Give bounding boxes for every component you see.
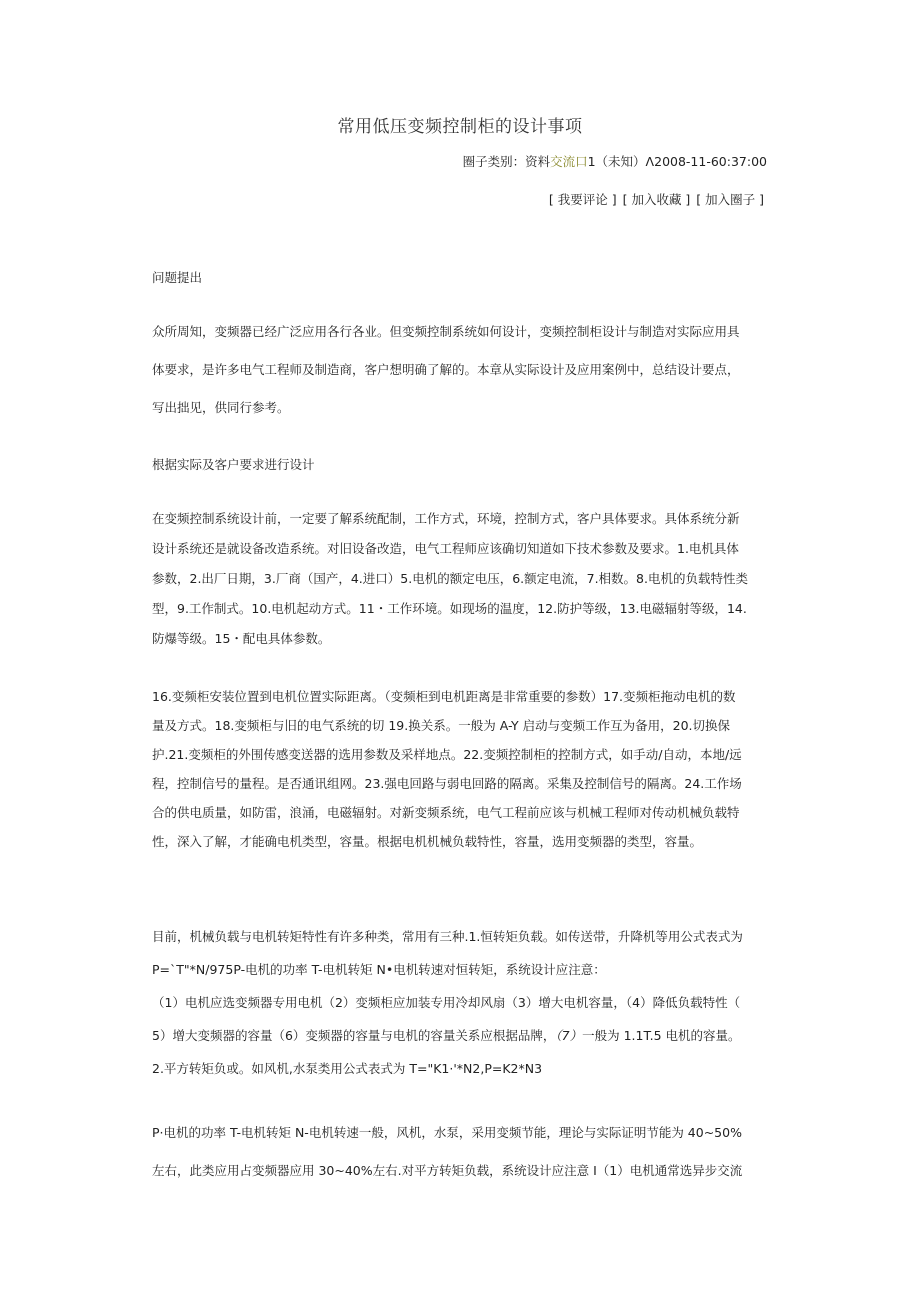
paragraph-intro: [152, 318, 792, 422]
text-line: P=`T"*N∕975P-电机的功率 T-电机转矩 N•电机转速对恒转矩，系统设计应注意：: [152, 962, 606, 977]
text-line: 型，9.工作制式。10.电机起动方式。11・工作环境。如现场的温度，12.防护等级，13.电磁辐射等级，14.: [152, 601, 747, 616]
text-line: 性，深入了解，才能确电机类型，容量。根据电机机械负载特性，容量，选用变频器的类型，容量。: [152, 834, 703, 849]
section-heading-problem: 问题提出: [152, 270, 203, 285]
text-segment: 5）增大变频器的容量（6）变频器的容量与电机的容量关系应根据品牌，: [152, 1028, 556, 1043]
paragraph-load-types: [152, 925, 792, 1090]
text-line: 目前，机械负载与电机转矩特性有许多种类，常用有三种.1.恒转矩负载。如传送带，升降机等用公式表式为: [152, 929, 743, 944]
comment-link[interactable]: [ 我要评论 ]: [548, 192, 617, 207]
text-line: （1）电机应选变频器专用电机（2）变频柜应加装专用冷却风扇（3）增大电机容量，（4）降低负载特性（: [152, 995, 741, 1010]
paragraph-square-torque: [152, 1121, 792, 1197]
text-line: 量及方式。18.变频柜与旧的电气系统的切 19.换关系。一般为 A-Y 启动与变频工作互为备用，20.切换保: [152, 718, 730, 733]
text-line: 防爆等级。15・配电具体参数。: [152, 631, 331, 646]
text-line: P·电机的功率 T-电机转矩 N-电机转速一般，风机，水泵，采用变频节能，理论与实际证明节能为 40~50%: [152, 1125, 742, 1140]
text-segment-italic: （7）: [555, 1028, 583, 1043]
meta-date: 1（未知）Λ2008-11-60:37:00: [587, 154, 767, 169]
join-circle-link[interactable]: [ 加入圈子 ]: [696, 192, 764, 207]
section-heading-design: 根据实际及客户要求进行设计: [152, 457, 315, 472]
article-title: 常用低压变频控制柜的设计事项: [337, 117, 583, 137]
text-line: 体要求，是许多电气工程师及制造商，客户想明确了解的。本章从实际设计及应用案例中，总结设计要点，: [152, 362, 740, 377]
category-link[interactable]: 交流口: [550, 154, 588, 169]
text-line: 16.变频柜安装位置到电机位置实际距离。（变频柜到电机距离是非常重要的参数）17.变频柜拖动电机的数: [152, 689, 736, 704]
text-line: 左右，此类应用占变频器应用 30~40%左右.对平方转矩负载，系统设计应注意 I（1）电机通常选异步交流: [152, 1163, 743, 1178]
add-favorite-link[interactable]: [ 加入收藏 ]: [622, 192, 691, 207]
text-line: 程，控制信号的量程。是否通讯组网。23.强电回路与弱电回路的隔离。采集及控制信号的隔离。24.工作场: [152, 776, 742, 791]
article-actions: [549, 190, 764, 208]
paragraph-requirements: [152, 507, 792, 657]
text-line: [152, 1024, 792, 1057]
text-segment: 一般为 1.1T.5 电机的容量。: [582, 1028, 741, 1043]
text-line: 合的供电质量，如防雷，浪涌，电磁辐射。对新变频系统，电气工程前应该与机械工程师对传动机械负载特: [152, 805, 740, 820]
text-line: 2.平方转矩负或。如风机,水泵类用公式表式为 T="K1·'*N2,P=K2*N3: [152, 1061, 543, 1076]
text-line: 众所周知，变频器已经广泛应用各行各业。但变频控制系统如何设计，变频控制柜设计与制造对实际应用具: [152, 324, 740, 339]
text-line: 护.21.变频柜的外围传感变送器的选用参数及采样地点。22.变频控制柜的控制方式，如手动/自动，本地/远: [152, 747, 742, 762]
meta-category-label: 圈子类别：资料: [462, 154, 551, 169]
article-meta: [463, 152, 767, 170]
text-line: 设计系统还是就设备改造系统。对旧设备改造，电气工程师应该确切知道如下技术参数及要求。1.电机具体: [152, 541, 739, 556]
text-line: 写出拙见，供同行参考。: [152, 400, 290, 415]
text-line: 在变频控制系统设计前，一定要了解系统配制，工作方式，环境，控制方式，客户具体要求。具体系统分新: [152, 511, 740, 526]
text-line: 参数，2.出厂日期，3.厂商（国产，4.进口）5.电机的额定电压，6.额定电流，7.相数。8.电机的负载特性类: [152, 571, 748, 586]
paragraph-parameters: [152, 685, 792, 859]
